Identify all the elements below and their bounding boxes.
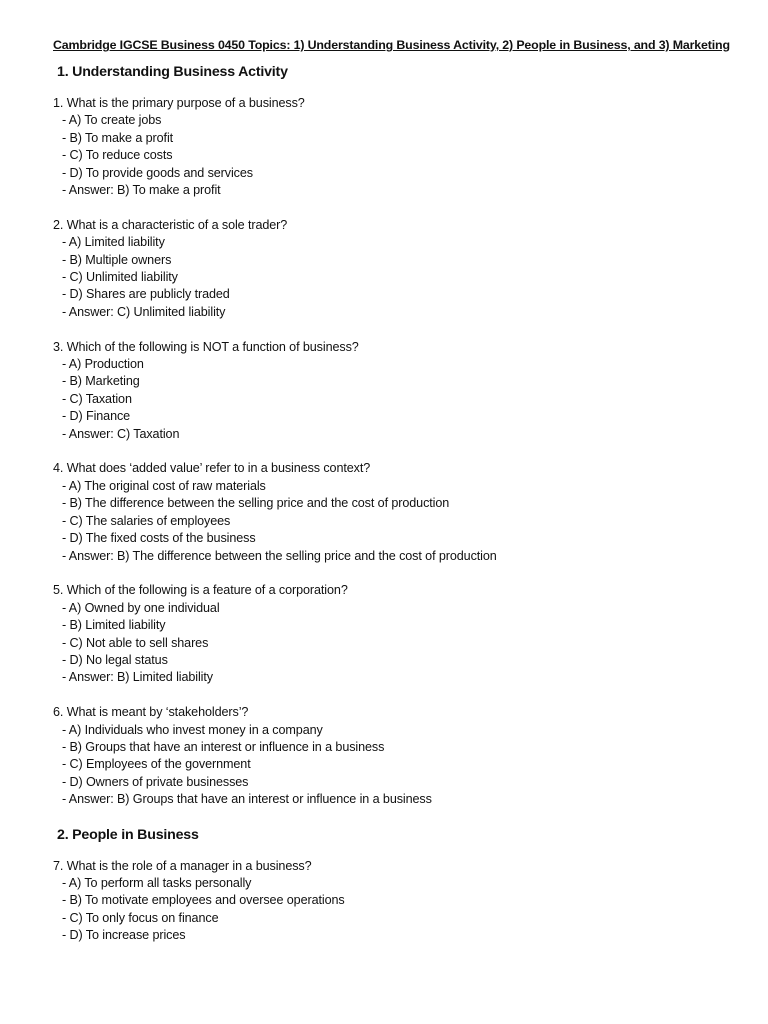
option-line: - A) Owned by one individual [62,600,220,615]
option-line: - D) No legal status [62,652,168,667]
option-line: - B) To make a profit [62,130,174,145]
option-line: - A) Individuals who invest money in a company [62,722,323,737]
question-block [53,460,748,564]
option-line: - C) To reduce costs [62,148,173,163]
question-block [53,858,748,945]
question-block [53,339,748,443]
section-understanding-business-activity [53,62,748,809]
option-line: - D) The fixed costs of the business [62,531,256,546]
option-line: - A) Limited liability [62,235,165,250]
option-line: - C) To only focus on finance [62,910,219,925]
answer-line: - Answer: B) The difference between the selling price and the cost of production [62,548,497,563]
question-list [53,95,748,809]
option-line: - A) Production [62,357,144,372]
option-line: - A) The original cost of raw materials [62,478,266,493]
option-line: - D) To increase prices [62,928,186,943]
option-line: - D) Shares are publicly traded [62,287,230,302]
option-line: - D) To provide goods and services [62,165,253,180]
question-text: 1. What is the primary purpose of a business? [53,96,305,110]
option-line: - C) Taxation [62,391,132,406]
answer-line: - Answer: C) Unlimited liability [62,304,226,319]
question-list [53,858,748,945]
answer-line: - Answer: C) Taxation [62,426,180,441]
option-line: - C) Employees of the government [62,757,251,772]
option-line: - C) Not able to sell shares [62,635,209,650]
option-line: - A) To perform all tasks personally [62,875,252,890]
question-text: 2. What is a characteristic of a sole trader? [53,217,288,232]
option-line: - D) Finance [62,409,131,424]
option-line: - B) To motivate employees and oversee operations [62,893,345,908]
question-text: 5. Which of the following is a feature of a corporation? [53,583,348,598]
option-line: - B) Groups that have an interest or influence in a business [62,739,385,754]
option-line: - B) Limited liability [62,618,166,633]
document-title: Cambridge IGCSE Business 0450 Topics: 1) Understanding Business Activity, 2) People in Business, and 3) Marketing [53,38,730,52]
option-line: - B) The difference between the selling price and the cost of production [62,496,450,511]
question-block [53,217,748,321]
option-line: - C) The salaries of employees [62,513,231,528]
question-text: 7. What is the role of a manager in a business? [53,858,312,873]
section-people-in-business [53,825,748,945]
question-block [53,704,748,808]
question-text: 4. What does ‘added value’ refer to in a business context? [53,461,371,476]
question-block [53,95,748,199]
answer-line: - Answer: B) Limited liability [62,670,213,685]
question-block [53,582,748,686]
option-line: - B) Multiple owners [62,252,172,267]
question-text: 6. What is meant by ‘stakeholders’? [53,705,249,720]
section-heading: 1. Understanding Business Activity [57,64,288,80]
option-line: - C) Unlimited liability [62,270,178,285]
option-line: - D) Owners of private businesses [62,774,249,789]
question-text: 3. Which of the following is NOT a function of business? [53,339,359,354]
answer-line: - Answer: B) To make a profit [62,183,221,198]
option-line: - A) To create jobs [62,113,162,128]
option-line: - B) Marketing [62,374,140,389]
section-heading: 2. People in Business [57,826,199,843]
answer-line: - Answer: B) Groups that have an interest or influence in a business [62,792,432,807]
